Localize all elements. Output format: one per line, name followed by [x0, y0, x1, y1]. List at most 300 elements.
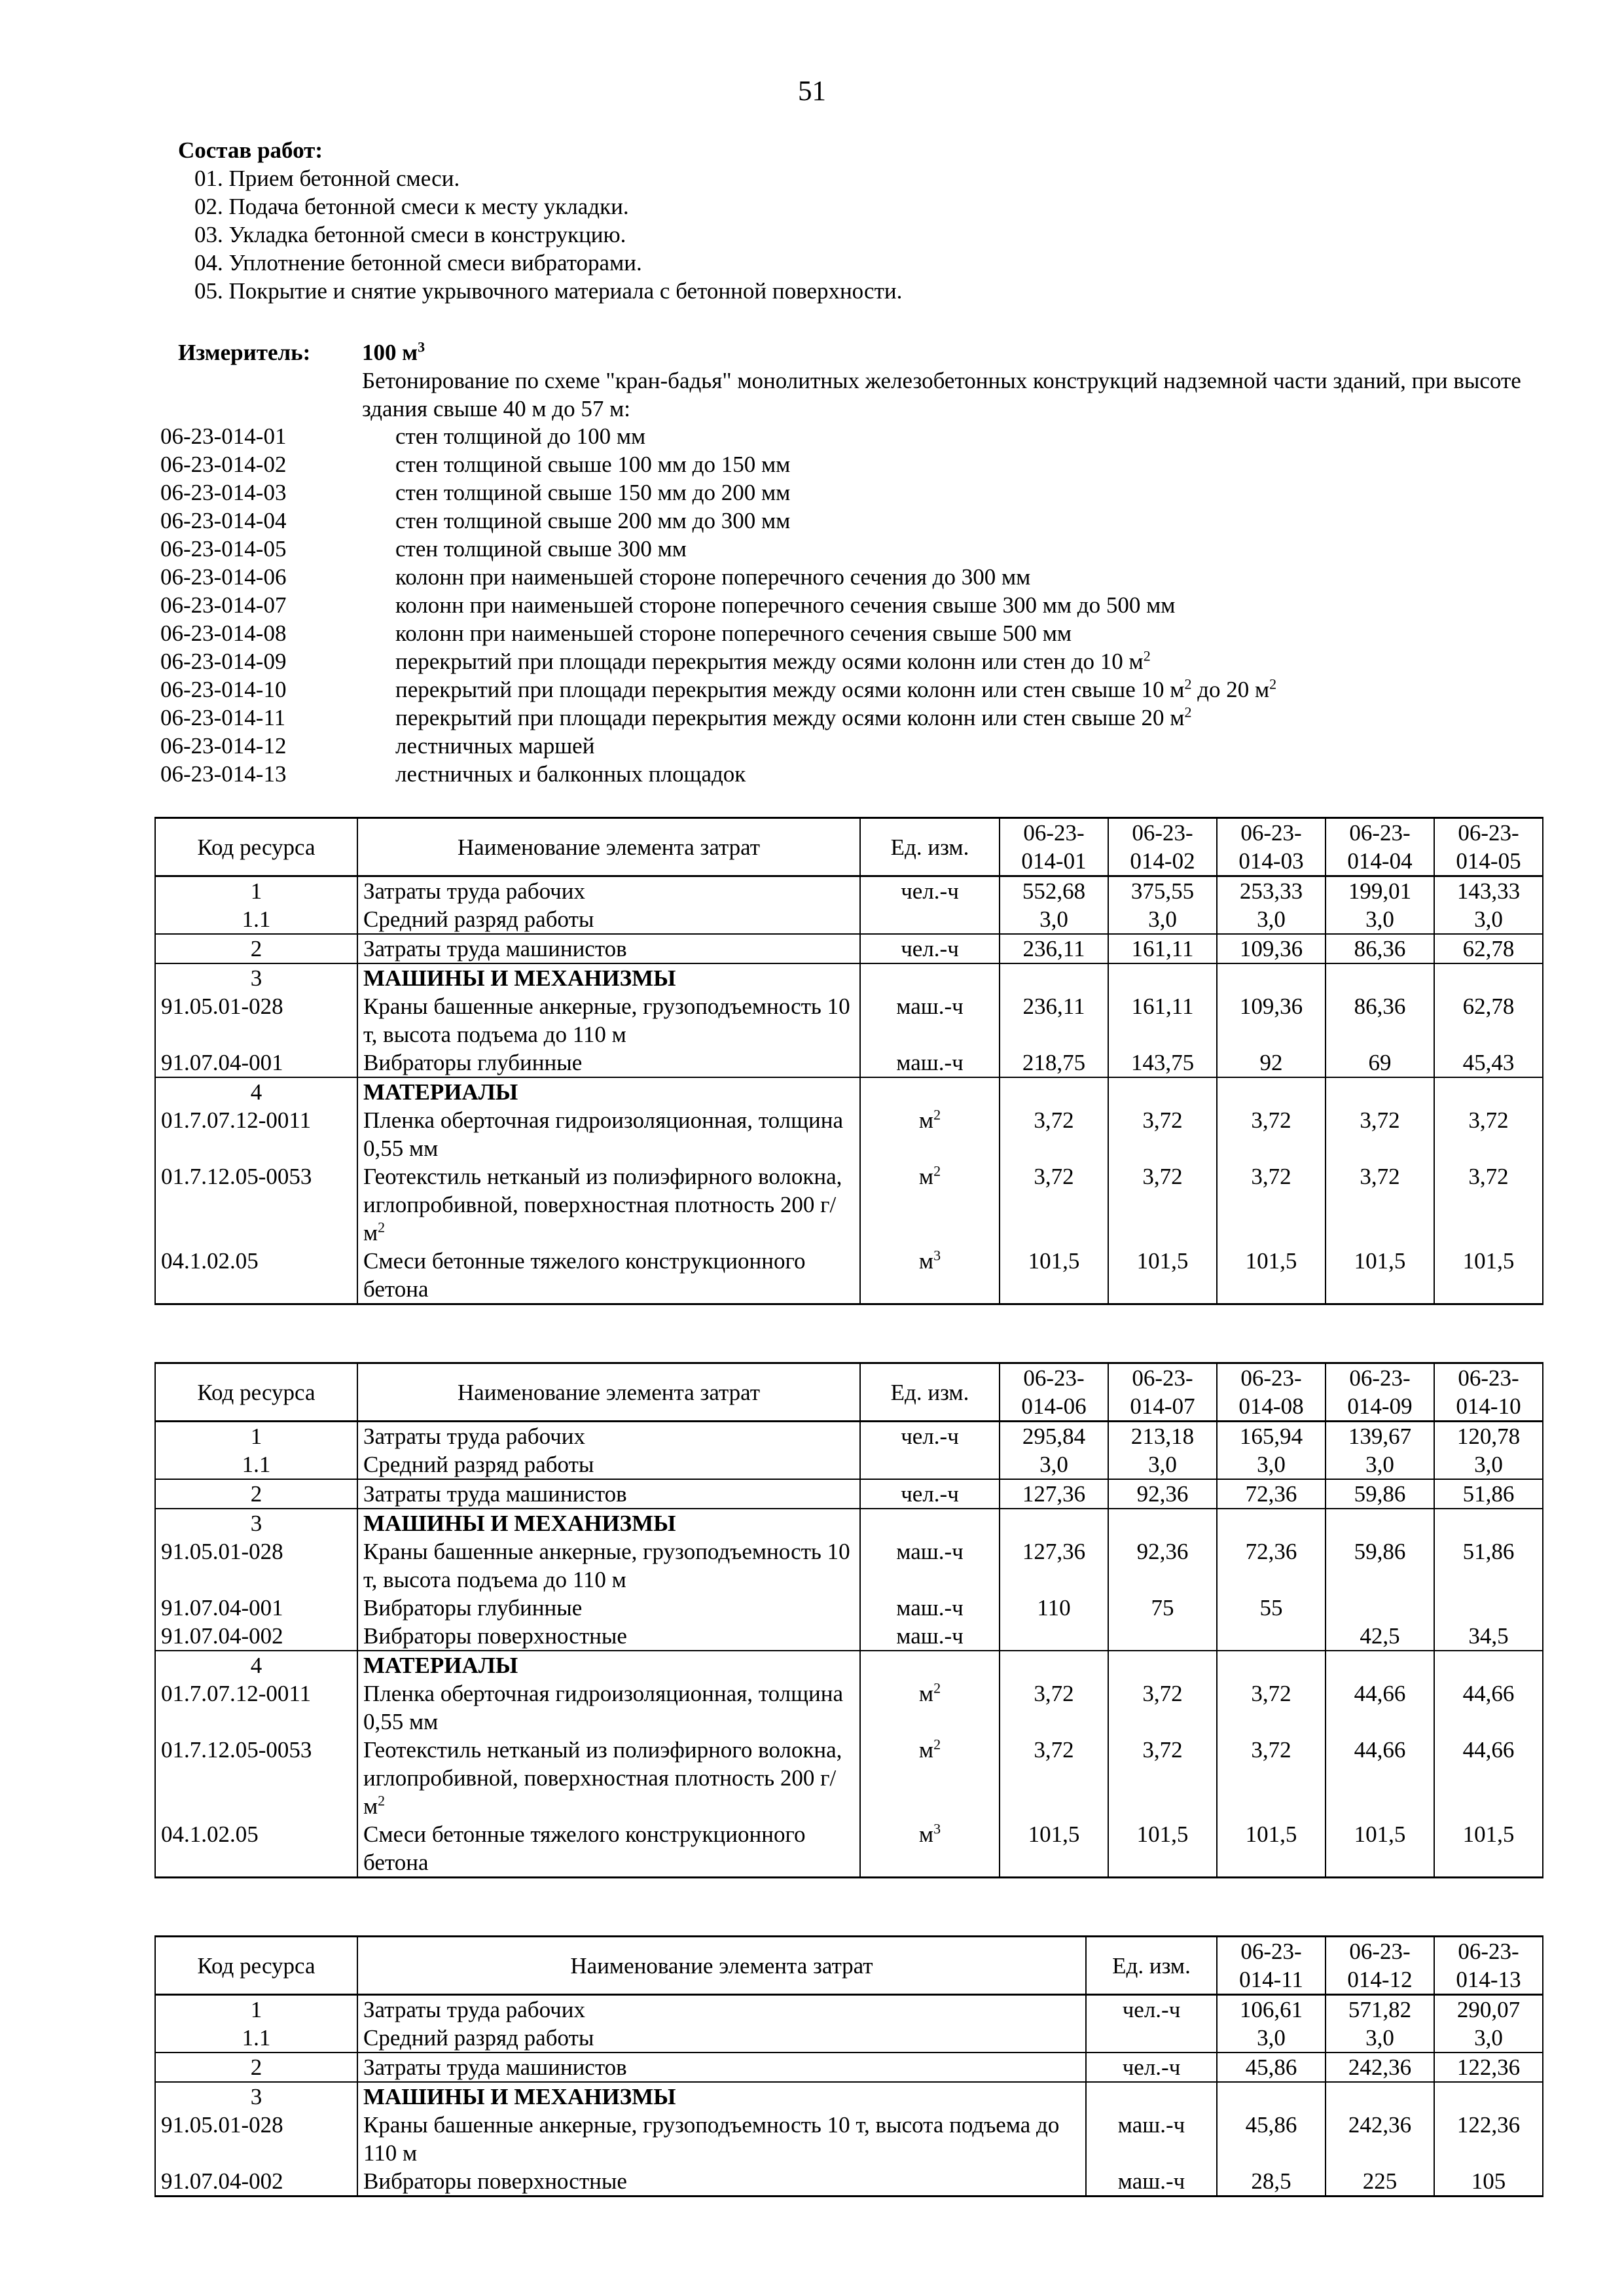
resource-value: 3,72 [1217, 1679, 1326, 1736]
table-row [155, 1995, 1543, 2024]
resource-unit: $м^2$ [860, 1162, 1000, 1247]
resource-unit: $м^3$ [860, 1247, 1000, 1304]
resource-value: 3,0 [1108, 1450, 1217, 1479]
norm-code: 06-23-014-06 [160, 564, 287, 590]
resource-value: 62,78 [1434, 992, 1543, 1049]
table-row [155, 963, 1543, 992]
work-step: 05. Покрытие и снятие укрывочного материала с бетонной поверхности. [194, 278, 903, 304]
header-unit: Ед. изм. [860, 818, 1000, 876]
norm-code: 06-23-014-05 [160, 536, 287, 562]
resource-value: 101,5 [1000, 1247, 1108, 1304]
resource-value: 75 [1108, 1594, 1217, 1622]
resource-value: 59,86 [1326, 1537, 1434, 1594]
resource-name: Краны башенные анкерные, грузоподъемность 10 т, высота подъема до 110 м [357, 992, 860, 1049]
resource-value: 3,72 [1108, 1736, 1217, 1820]
measure-description: Бетонирование по схеме "кран-бадья" монолитных железобетонных конструкций надземной части зданий, при высоте здания свыше 40 м до 57 м: [362, 368, 1521, 422]
norm-name: перекрытий при площади перекрытия между осями колонн или стен до 10 $м^2$ [395, 647, 1151, 674]
resource-name: Геотекстиль нетканый из полиэфирного волокна, иглопробивной, поверхностная плотность 200 $г/м^2$ [357, 1162, 860, 1247]
code-list-item [0, 507, 1624, 535]
resource-value: 3,72 [1217, 1736, 1326, 1820]
resource-name: Затраты труда рабочих [357, 876, 860, 906]
resource-value: 375,55 [1108, 876, 1217, 906]
resource-unit: чел.-ч [860, 1422, 1000, 1451]
resource-code: 91.05.01-028 [155, 2111, 357, 2167]
resource-value: 3,72 [1000, 1162, 1108, 1247]
resource-code: 2 [155, 2053, 357, 2082]
table-row [155, 1509, 1543, 1537]
resource-unit [1086, 2024, 1217, 2053]
norm-code: 06-23-014-12 [160, 733, 287, 759]
resource-value [1000, 1651, 1108, 1679]
resource-value [1434, 1651, 1543, 1679]
resource-value: 3,0 [1434, 1450, 1543, 1479]
resource-value [1108, 1622, 1217, 1651]
code-list-item [0, 591, 1624, 619]
resource-unit: $м^2$ [860, 1106, 1000, 1162]
resource-value: 3,72 [1108, 1679, 1217, 1736]
norm-name: колонн при наименьшей стороне поперечного сечения свыше 500 мм [395, 620, 1072, 646]
code-list-item [0, 563, 1624, 591]
resource-unit: маш.-ч [860, 1049, 1000, 1077]
resource-value: 44,66 [1434, 1736, 1543, 1820]
header-norm-code: 06-23- 014-06 [1000, 1363, 1108, 1422]
resource-value: 161,11 [1108, 934, 1217, 963]
header-name: Наименование элемента затрат [357, 818, 860, 876]
resource-value: 3,72 [1217, 1162, 1326, 1247]
resource-value: 3,0 [1217, 2024, 1326, 2053]
resource-value: 3,0 [1326, 2024, 1434, 2053]
code-list-item [0, 619, 1624, 647]
resource-value [1326, 1651, 1434, 1679]
resource-value: 552,68 [1000, 876, 1108, 906]
resource-value: 3,0 [1434, 905, 1543, 934]
resource-name: Затраты труда машинистов [357, 934, 860, 963]
resource-value: 28,5 [1217, 2167, 1326, 2197]
resource-value: 290,07 [1434, 1995, 1543, 2024]
table-row [155, 1594, 1543, 1622]
resource-value: 161,11 [1108, 992, 1217, 1049]
header-norm-code: 06-23- 014-03 [1217, 818, 1326, 876]
resource-value [1217, 1509, 1326, 1537]
resource-value: 3,72 [1217, 1106, 1326, 1162]
resource-value: 44,66 [1326, 1736, 1434, 1820]
resource-value: 3,0 [1217, 1450, 1326, 1479]
norm-code: 06-23-014-09 [160, 649, 287, 674]
resource-value [1217, 1077, 1326, 1106]
resource-value: 3,72 [1326, 1162, 1434, 1247]
resource-code: 91.07.04-001 [155, 1594, 357, 1622]
resource-value: 199,01 [1326, 876, 1434, 906]
resource-value: 122,36 [1434, 2111, 1543, 2167]
resource-value [1108, 1077, 1217, 1106]
resource-unit: чел.-ч [860, 1479, 1000, 1509]
resource-value: 62,78 [1434, 934, 1543, 963]
header-unit: Ед. изм. [860, 1363, 1000, 1422]
table-row [155, 1651, 1543, 1679]
resource-name: МАТЕРИАЛЫ [357, 1077, 860, 1106]
resource-value: 101,5 [1326, 1820, 1434, 1878]
resource-unit: чел.-ч [1086, 1995, 1217, 2024]
header-name: Наименование элемента затрат [357, 1363, 860, 1422]
resource-value: 44,66 [1326, 1679, 1434, 1736]
resource-value: 101,5 [1434, 1820, 1543, 1878]
resource-code: 2 [155, 1479, 357, 1509]
code-list-item [0, 478, 1624, 507]
work-composition [178, 136, 1553, 305]
resource-unit: $м^2$ [860, 1736, 1000, 1820]
resource-value: 165,94 [1217, 1422, 1326, 1451]
resource-value: 3,72 [1434, 1106, 1543, 1162]
resource-name: Затраты труда машинистов [357, 1479, 860, 1509]
resource-value: 86,36 [1326, 992, 1434, 1049]
measure-label: Измеритель: [178, 340, 311, 365]
table-header [155, 818, 1543, 876]
resource-value: 42,5 [1326, 1622, 1434, 1651]
resource-code: 3 [155, 2082, 357, 2111]
resource-value: 45,43 [1434, 1049, 1543, 1077]
resource-code: 91.07.04-002 [155, 2167, 357, 2197]
header-norm-code: 06-23- 014-08 [1217, 1363, 1326, 1422]
resource-value [1326, 1509, 1434, 1537]
code-list-item [0, 450, 1624, 478]
header-norm-code: 06-23- 014-11 [1217, 1937, 1326, 1995]
resource-table-1 [154, 817, 1543, 1305]
resource-unit: чел.-ч [860, 876, 1000, 906]
resource-code: 2 [155, 934, 357, 963]
norm-code: 06-23-014-08 [160, 620, 287, 646]
work-step: 04. Уплотнение бетонной смеси вибраторами. [194, 250, 642, 276]
resource-value: 72,36 [1217, 1479, 1326, 1509]
table-row [155, 934, 1543, 963]
resource-value: 101,5 [1108, 1820, 1217, 1878]
resource-value: 3,0 [1217, 905, 1326, 934]
norm-name: колонн при наименьшей стороне поперечного сечения до 300 мм [395, 564, 1031, 590]
resource-unit: маш.-ч [1086, 2167, 1217, 2197]
code-list-item [0, 760, 1624, 788]
resource-value: 101,5 [1217, 1820, 1326, 1878]
resource-unit: $м^3$ [860, 1820, 1000, 1878]
header-name: Наименование элемента затрат [357, 1937, 1086, 1995]
table-row [155, 1162, 1543, 1247]
resource-value: 69 [1326, 1049, 1434, 1077]
resource-name: МАШИНЫ И МЕХАНИЗМЫ [357, 2082, 1086, 2111]
resource-name: Затраты труда рабочих [357, 1995, 1086, 2024]
header-norm-code: 06-23- 014-13 [1434, 1937, 1543, 1995]
resource-unit: маш.-ч [860, 1622, 1000, 1651]
resource-value: 92,36 [1108, 1479, 1217, 1509]
resource-unit [860, 1450, 1000, 1479]
resource-value [1326, 963, 1434, 992]
table-row [155, 992, 1543, 1049]
resource-value [1217, 963, 1326, 992]
resource-value [1000, 1077, 1108, 1106]
work-composition-title: Состав работ: [178, 137, 323, 163]
resource-name: Средний разряд работы [357, 2024, 1086, 2053]
resource-value: 3,0 [1000, 905, 1108, 934]
table-row [155, 1479, 1543, 1509]
resource-code: 1 [155, 1422, 357, 1451]
resource-table-3 [154, 1935, 1543, 2197]
resource-value [1108, 1651, 1217, 1679]
resource-code: 1.1 [155, 905, 357, 934]
resource-value: 59,86 [1326, 1479, 1434, 1509]
resource-value: 3,72 [1108, 1106, 1217, 1162]
header-norm-code: 06-23- 014-07 [1108, 1363, 1217, 1422]
resource-value: 127,36 [1000, 1537, 1108, 1594]
resource-code: 01.7.07.12-0011 [155, 1106, 357, 1162]
resource-value: 3,0 [1000, 1450, 1108, 1479]
resource-value: 3,72 [1326, 1106, 1434, 1162]
table-header [155, 1937, 1543, 1995]
norm-name: лестничных и балконных площадок [395, 761, 746, 787]
resource-value [1434, 963, 1543, 992]
table-row [155, 1820, 1543, 1878]
table-row [155, 1049, 1543, 1077]
code-list-item [0, 704, 1624, 732]
resource-value: 3,72 [1000, 1736, 1108, 1820]
norm-name: стен толщиной свыше 300 мм [395, 536, 687, 562]
resource-value [1000, 1622, 1108, 1651]
resource-code: 91.05.01-028 [155, 1537, 357, 1594]
resource-value: 55 [1217, 1594, 1326, 1622]
resource-value [1217, 1622, 1326, 1651]
code-list [0, 422, 1624, 788]
resource-value: 45,86 [1217, 2053, 1326, 2082]
resource-value [1108, 1509, 1217, 1537]
resource-value: 213,18 [1108, 1422, 1217, 1451]
resource-unit [860, 905, 1000, 934]
header-code: Код ресурса [155, 1937, 357, 1995]
resource-code: 4 [155, 1651, 357, 1679]
resource-value: 225 [1326, 2167, 1434, 2197]
resource-value [1434, 2082, 1543, 2111]
resource-unit [860, 1651, 1000, 1679]
table-row [155, 905, 1543, 934]
table-row [155, 1422, 1543, 1451]
table-row [155, 2111, 1543, 2167]
resource-name: Смеси бетонные тяжелого конструкционного бетона [357, 1820, 860, 1878]
work-step: 03. Укладка бетонной смеси в конструкцию. [194, 222, 626, 247]
table-row [155, 1679, 1543, 1736]
resource-unit: чел.-ч [860, 934, 1000, 963]
resource-value: 3,0 [1326, 905, 1434, 934]
resource-name: Вибраторы глубинные [357, 1049, 860, 1077]
resource-value: 51,86 [1434, 1479, 1543, 1509]
resource-code: 1 [155, 876, 357, 906]
resource-unit: $м^2$ [860, 1679, 1000, 1736]
resource-value: 236,11 [1000, 934, 1108, 963]
measure-value: 100 $м^3$ [362, 338, 425, 365]
resource-value: 92 [1217, 1049, 1326, 1077]
resource-unit [1086, 2082, 1217, 2111]
resource-value: 242,36 [1326, 2053, 1434, 2082]
norm-name: перекрытий при площади перекрытия между осями колонн или стен свыше 20 $м^2$ [395, 704, 1192, 730]
norm-code: 06-23-014-13 [160, 761, 287, 787]
resource-value [1326, 1077, 1434, 1106]
norm-name: стен толщиной свыше 200 мм до 300 мм [395, 508, 791, 533]
header-norm-code: 06-23- 014-02 [1108, 818, 1217, 876]
resource-value: 295,84 [1000, 1422, 1108, 1451]
resource-name: Краны башенные анкерные, грузоподъемность 10 т, высота подъема до 110 м [357, 1537, 860, 1594]
table-row [155, 2167, 1543, 2197]
resource-value: 45,86 [1217, 2111, 1326, 2167]
resource-code: 1.1 [155, 2024, 357, 2053]
resource-code: 91.07.04-001 [155, 1049, 357, 1077]
resource-unit: маш.-ч [860, 992, 1000, 1049]
header-norm-code: 06-23- 014-12 [1326, 1937, 1434, 1995]
resource-value: 109,36 [1217, 992, 1326, 1049]
resource-value: 236,11 [1000, 992, 1108, 1049]
header-unit: Ед. изм. [1086, 1937, 1217, 1995]
table-row [155, 1077, 1543, 1106]
work-step: 02. Подача бетонной смеси к месту укладки. [194, 194, 629, 219]
resource-table-2 [154, 1362, 1543, 1878]
table-row [155, 1450, 1543, 1479]
resource-name: МАШИНЫ И МЕХАНИЗМЫ [357, 963, 860, 992]
resource-name: Вибраторы поверхностные [357, 1622, 860, 1651]
table-row [155, 876, 1543, 906]
resource-code: 91.05.01-028 [155, 992, 357, 1049]
resource-name: Вибраторы поверхностные [357, 2167, 1086, 2197]
resource-code: 01.7.12.05-0053 [155, 1162, 357, 1247]
resource-unit [860, 1077, 1000, 1106]
code-list-item [0, 422, 1624, 450]
code-list-item [0, 675, 1624, 704]
resource-code: 01.7.12.05-0053 [155, 1736, 357, 1820]
resource-code: 91.07.04-002 [155, 1622, 357, 1651]
work-step: 01. Прием бетонной смеси. [194, 166, 460, 191]
resource-value: 101,5 [1108, 1247, 1217, 1304]
resource-value [1434, 1594, 1543, 1622]
code-list-item [0, 732, 1624, 760]
resource-value: 34,5 [1434, 1622, 1543, 1651]
resource-unit: чел.-ч [1086, 2053, 1217, 2082]
norm-code: 06-23-014-04 [160, 508, 287, 533]
resource-value: 101,5 [1326, 1247, 1434, 1304]
norm-name: стен толщиной до 100 мм [395, 423, 646, 449]
resource-value [1000, 1509, 1108, 1537]
table-row [155, 1622, 1543, 1651]
resource-name: Вибраторы глубинные [357, 1594, 860, 1622]
resource-code: 01.7.07.12-0011 [155, 1679, 357, 1736]
resource-value: 3,72 [1000, 1106, 1108, 1162]
resource-value: 3,0 [1326, 1450, 1434, 1479]
resource-name: Смеси бетонные тяжелого конструкционного бетона [357, 1247, 860, 1304]
resource-name: Краны башенные анкерные, грузоподъемность 10 т, высота подъема до 110 м [357, 2111, 1086, 2167]
code-list-item [0, 535, 1624, 563]
resource-value: 106,61 [1217, 1995, 1326, 2024]
resource-value: 242,36 [1326, 2111, 1434, 2167]
resource-value: 127,36 [1000, 1479, 1108, 1509]
resource-value: 143,75 [1108, 1049, 1217, 1077]
resource-value [1217, 2082, 1326, 2111]
resource-value: 253,33 [1217, 876, 1326, 906]
resource-code: 3 [155, 1509, 357, 1537]
resource-value [1434, 1509, 1543, 1537]
table-row [155, 2024, 1543, 2053]
table-row [155, 2082, 1543, 2111]
resource-value: 44,66 [1434, 1679, 1543, 1736]
resource-value: 3,72 [1000, 1679, 1108, 1736]
header-norm-code: 06-23- 014-09 [1326, 1363, 1434, 1422]
resource-unit [860, 963, 1000, 992]
resource-code: 04.1.02.05 [155, 1820, 357, 1878]
table-row [155, 1106, 1543, 1162]
resource-value [1326, 2082, 1434, 2111]
norm-name: лестничных маршей [395, 733, 595, 759]
resource-unit: маш.-ч [860, 1537, 1000, 1594]
resource-name: МАТЕРИАЛЫ [357, 1651, 860, 1679]
resource-value: 143,33 [1434, 876, 1543, 906]
norm-code: 06-23-014-07 [160, 592, 287, 618]
resource-code: 3 [155, 963, 357, 992]
norm-name: колонн при наименьшей стороне поперечного сечения свыше 300 мм до 500 мм [395, 592, 1176, 618]
resource-unit: маш.-ч [860, 1594, 1000, 1622]
resource-name: Затраты труда рабочих [357, 1422, 860, 1451]
header-norm-code: 06-23- 014-01 [1000, 818, 1108, 876]
resource-value [1326, 1594, 1434, 1622]
header-norm-code: 06-23- 014-10 [1434, 1363, 1543, 1422]
resource-value: 3,0 [1108, 905, 1217, 934]
resource-value: 109,36 [1217, 934, 1326, 963]
resource-value: 86,36 [1326, 934, 1434, 963]
header-norm-code: 06-23- 014-04 [1326, 818, 1434, 876]
code-list-item [0, 647, 1624, 675]
page-number: 51 [798, 76, 826, 107]
table-header [155, 1363, 1543, 1422]
resource-value: 51,86 [1434, 1537, 1543, 1594]
resource-value: 3,72 [1434, 1162, 1543, 1247]
resource-value: 120,78 [1434, 1422, 1543, 1451]
resource-name: Пленка оберточная гидроизоляционная, толщина 0,55 мм [357, 1106, 860, 1162]
resource-name: МАШИНЫ И МЕХАНИЗМЫ [357, 1509, 860, 1537]
resource-value [1434, 1077, 1543, 1106]
resource-value: 72,36 [1217, 1537, 1326, 1594]
resource-value: 110 [1000, 1594, 1108, 1622]
norm-code: 06-23-014-10 [160, 677, 287, 702]
resource-name: Средний разряд работы [357, 1450, 860, 1479]
header-norm-code: 06-23- 014-05 [1434, 818, 1543, 876]
resource-code: 1 [155, 1995, 357, 2024]
table-row [155, 1736, 1543, 1820]
resource-value [1217, 1651, 1326, 1679]
table-row [155, 1247, 1543, 1304]
resource-name: Средний разряд работы [357, 905, 860, 934]
resource-code: 04.1.02.05 [155, 1247, 357, 1304]
norm-code: 06-23-014-11 [160, 705, 286, 730]
table-row [155, 2053, 1543, 2082]
resource-value [1000, 963, 1108, 992]
norm-code: 06-23-014-03 [160, 480, 287, 505]
resource-value: 101,5 [1000, 1820, 1108, 1878]
norm-name: стен толщиной свыше 100 мм до 150 мм [395, 452, 791, 477]
resource-code: 1.1 [155, 1450, 357, 1479]
resource-value: 101,5 [1217, 1247, 1326, 1304]
norm-code: 06-23-014-01 [160, 423, 287, 449]
resource-value: 3,0 [1434, 2024, 1543, 2053]
resource-value: 122,36 [1434, 2053, 1543, 2082]
resource-unit [860, 1509, 1000, 1537]
resource-name: Пленка оберточная гидроизоляционная, толщина 0,55 мм [357, 1679, 860, 1736]
resource-name: Затраты труда машинистов [357, 2053, 1086, 2082]
resource-value: 218,75 [1000, 1049, 1108, 1077]
norm-code: 06-23-014-02 [160, 452, 287, 477]
resource-value: 139,67 [1326, 1422, 1434, 1451]
resource-unit: маш.-ч [1086, 2111, 1217, 2167]
resource-value [1108, 963, 1217, 992]
resource-value: 105 [1434, 2167, 1543, 2197]
header-code: Код ресурса [155, 1363, 357, 1422]
